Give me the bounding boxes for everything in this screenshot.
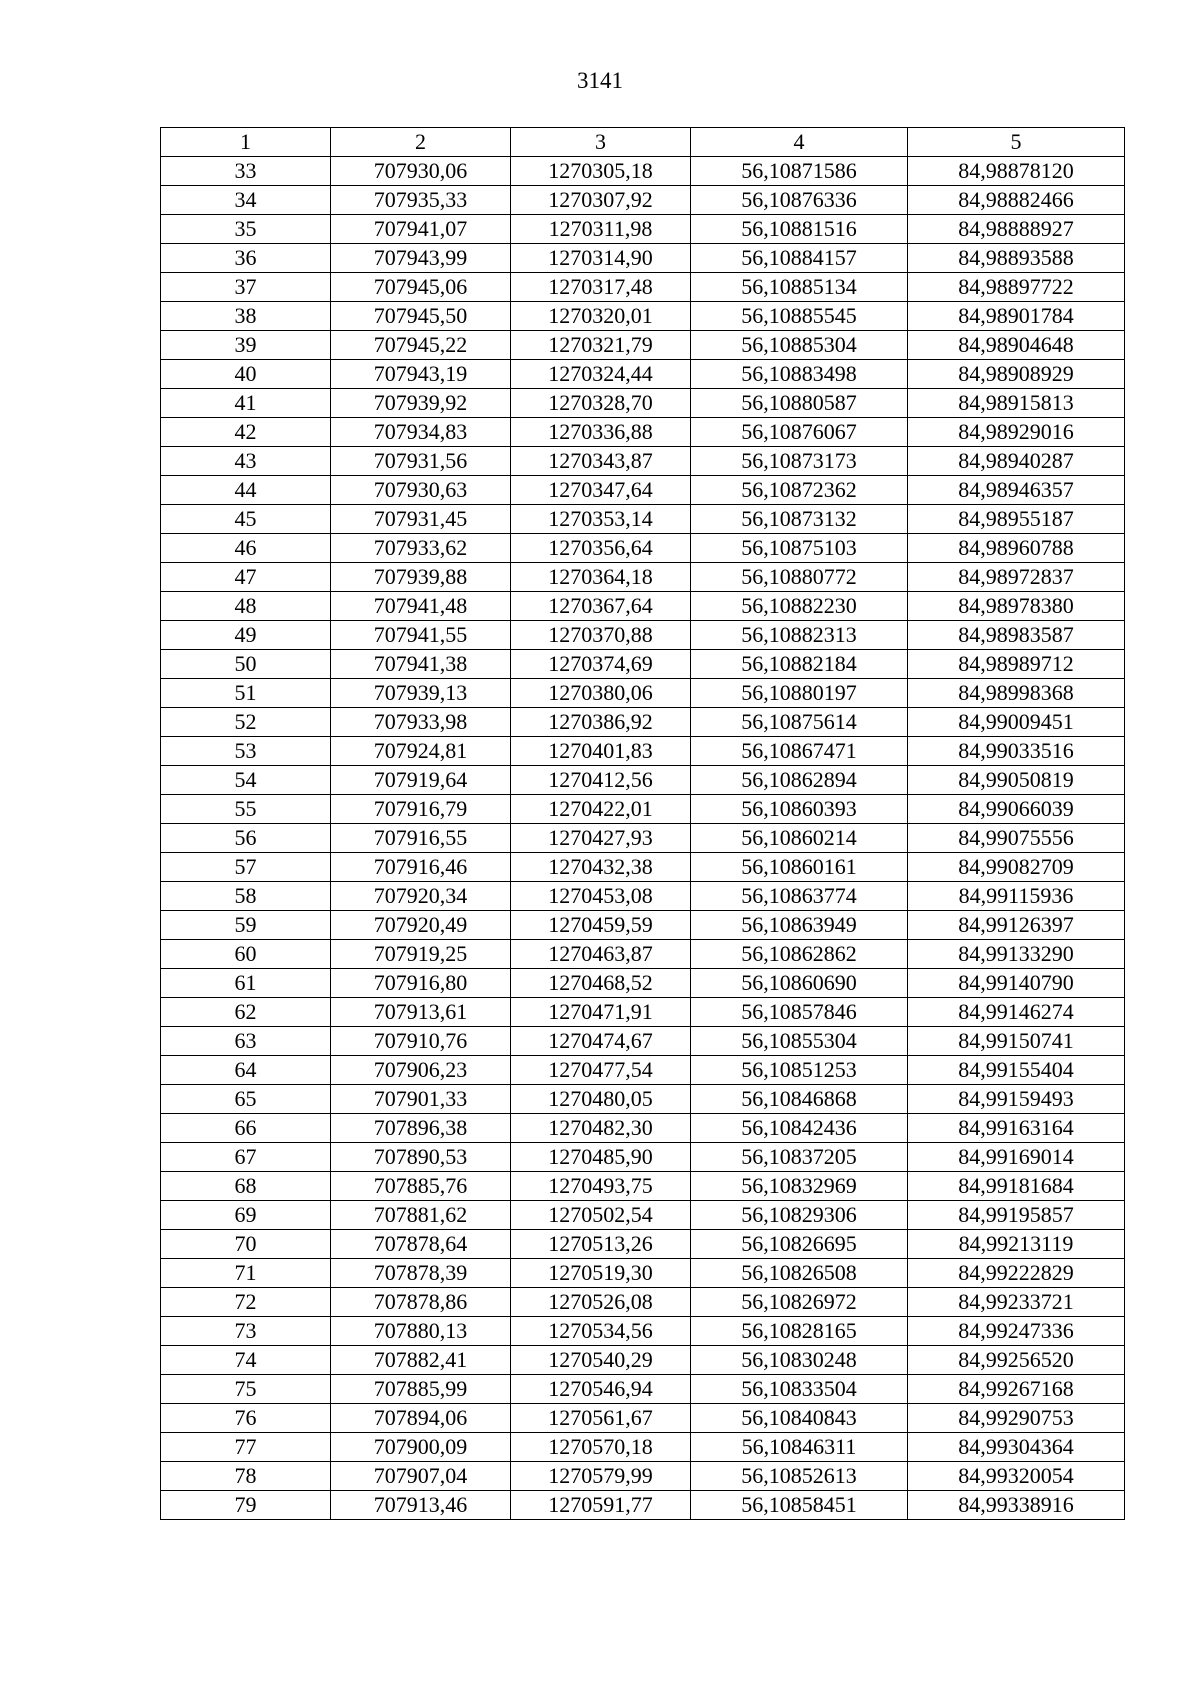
table-cell-col-2: 707924,81	[331, 737, 511, 766]
table-cell-col-1: 63	[161, 1027, 331, 1056]
table-cell-col-4: 56,10837205	[691, 1143, 908, 1172]
table-cell-col-1: 50	[161, 650, 331, 679]
table-cell-col-2: 707896,38	[331, 1114, 511, 1143]
table-cell-col-2: 707901,33	[331, 1085, 511, 1114]
table-cell-col-1: 58	[161, 882, 331, 911]
table-cell-col-5: 84,99082709	[908, 853, 1125, 882]
table-header	[161, 128, 1125, 157]
table-cell-col-5: 84,98929016	[908, 418, 1125, 447]
table-cell-col-1: 47	[161, 563, 331, 592]
table-body	[161, 157, 1125, 1520]
table-row	[161, 534, 1125, 563]
table-row	[161, 737, 1125, 766]
table-cell-col-5: 84,99290753	[908, 1404, 1125, 1433]
table-cell-col-3: 1270526,08	[511, 1288, 691, 1317]
table-cell-col-2: 707880,13	[331, 1317, 511, 1346]
table-cell-col-4: 56,10880587	[691, 389, 908, 418]
table-cell-col-3: 1270386,92	[511, 708, 691, 737]
table-cell-col-4: 56,10882184	[691, 650, 908, 679]
table-cell-col-4: 56,10860393	[691, 795, 908, 824]
table-cell-col-5: 84,98940287	[908, 447, 1125, 476]
table-cell-col-1: 66	[161, 1114, 331, 1143]
table-row	[161, 911, 1125, 940]
table-row	[161, 215, 1125, 244]
table-cell-col-4: 56,10826972	[691, 1288, 908, 1317]
table-cell-col-3: 1270336,88	[511, 418, 691, 447]
table-cell-col-2: 707878,39	[331, 1259, 511, 1288]
table-cell-col-4: 56,10872362	[691, 476, 908, 505]
table-row	[161, 505, 1125, 534]
table-row	[161, 1491, 1125, 1520]
table-cell-col-4: 56,10855304	[691, 1027, 908, 1056]
table-cell-col-3: 1270343,87	[511, 447, 691, 476]
table-row	[161, 389, 1125, 418]
table-cell-col-5: 84,99126397	[908, 911, 1125, 940]
table-cell-col-2: 707910,76	[331, 1027, 511, 1056]
table-cell-col-1: 62	[161, 998, 331, 1027]
table-cell-col-3: 1270305,18	[511, 157, 691, 186]
table-row	[161, 853, 1125, 882]
table-cell-col-2: 707913,61	[331, 998, 511, 1027]
table-cell-col-5: 84,98897722	[908, 273, 1125, 302]
table-row	[161, 476, 1125, 505]
table-cell-col-4: 56,10885304	[691, 331, 908, 360]
table-cell-col-4: 56,10862862	[691, 940, 908, 969]
table-cell-col-5: 84,99009451	[908, 708, 1125, 737]
table-cell-col-2: 707916,79	[331, 795, 511, 824]
table-cell-col-4: 56,10852613	[691, 1462, 908, 1491]
table-cell-col-1: 39	[161, 331, 331, 360]
table-cell-col-2: 707931,56	[331, 447, 511, 476]
table-row	[161, 1462, 1125, 1491]
table-cell-col-1: 69	[161, 1201, 331, 1230]
table-cell-col-3: 1270307,92	[511, 186, 691, 215]
table-cell-col-5: 84,99050819	[908, 766, 1125, 795]
table-cell-col-2: 707878,86	[331, 1288, 511, 1317]
table-row	[161, 418, 1125, 447]
table-cell-col-1: 54	[161, 766, 331, 795]
table-row	[161, 708, 1125, 737]
table-cell-col-2: 707916,46	[331, 853, 511, 882]
table-cell-col-2: 707945,22	[331, 331, 511, 360]
table-cell-col-1: 68	[161, 1172, 331, 1201]
table-row	[161, 157, 1125, 186]
table-cell-col-3: 1270471,91	[511, 998, 691, 1027]
table-cell-col-2: 707920,49	[331, 911, 511, 940]
table-cell-col-1: 42	[161, 418, 331, 447]
table-cell-col-3: 1270356,64	[511, 534, 691, 563]
table-cell-col-1: 35	[161, 215, 331, 244]
table-cell-col-3: 1270570,18	[511, 1433, 691, 1462]
table-cell-col-3: 1270321,79	[511, 331, 691, 360]
table-cell-col-2: 707885,76	[331, 1172, 511, 1201]
table-cell-col-2: 707913,46	[331, 1491, 511, 1520]
table-cell-col-2: 707933,98	[331, 708, 511, 737]
table-cell-col-3: 1270534,56	[511, 1317, 691, 1346]
table-row	[161, 1288, 1125, 1317]
table-cell-col-1: 55	[161, 795, 331, 824]
table-cell-col-1: 70	[161, 1230, 331, 1259]
table-cell-col-1: 46	[161, 534, 331, 563]
table-cell-col-1: 34	[161, 186, 331, 215]
page-number: 3141	[577, 68, 623, 93]
table-cell-col-3: 1270482,30	[511, 1114, 691, 1143]
table-cell-col-1: 36	[161, 244, 331, 273]
table-cell-col-1: 56	[161, 824, 331, 853]
table-row	[161, 998, 1125, 1027]
table-cell-col-4: 56,10880197	[691, 679, 908, 708]
table-cell-col-1: 51	[161, 679, 331, 708]
table-row	[161, 447, 1125, 476]
table-cell-col-2: 707919,64	[331, 766, 511, 795]
table-cell-col-5: 84,99066039	[908, 795, 1125, 824]
table-cell-col-4: 56,10860690	[691, 969, 908, 998]
table-row	[161, 563, 1125, 592]
table-cell-col-1: 60	[161, 940, 331, 969]
table-row	[161, 1027, 1125, 1056]
table-row	[161, 1085, 1125, 1114]
table-row	[161, 1056, 1125, 1085]
table-cell-col-2: 707907,04	[331, 1462, 511, 1491]
table-cell-col-3: 1270459,59	[511, 911, 691, 940]
table-cell-col-4: 56,10860214	[691, 824, 908, 853]
table-cell-col-3: 1270353,14	[511, 505, 691, 534]
table-cell-col-3: 1270591,77	[511, 1491, 691, 1520]
table-cell-col-4: 56,10871586	[691, 157, 908, 186]
table-cell-col-1: 44	[161, 476, 331, 505]
table-cell-col-4: 56,10829306	[691, 1201, 908, 1230]
table-cell-col-3: 1270502,54	[511, 1201, 691, 1230]
table-cell-col-5: 84,98893588	[908, 244, 1125, 273]
table-cell-col-3: 1270401,83	[511, 737, 691, 766]
table-cell-col-2: 707941,07	[331, 215, 511, 244]
table-cell-col-5: 84,98878120	[908, 157, 1125, 186]
table-cell-col-2: 707882,41	[331, 1346, 511, 1375]
table-row	[161, 1230, 1125, 1259]
table-row	[161, 766, 1125, 795]
table-cell-col-5: 84,98960788	[908, 534, 1125, 563]
table-cell-col-3: 1270474,67	[511, 1027, 691, 1056]
table-cell-col-1: 79	[161, 1491, 331, 1520]
table-cell-col-4: 56,10881516	[691, 215, 908, 244]
table-cell-col-3: 1270374,69	[511, 650, 691, 679]
table-cell-col-4: 56,10857846	[691, 998, 908, 1027]
table-row	[161, 1433, 1125, 1462]
table-cell-col-2: 707906,23	[331, 1056, 511, 1085]
table-cell-col-4: 56,10830248	[691, 1346, 908, 1375]
table-row	[161, 273, 1125, 302]
table-cell-col-1: 40	[161, 360, 331, 389]
table-cell-col-3: 1270485,90	[511, 1143, 691, 1172]
table-cell-col-2: 707941,48	[331, 592, 511, 621]
table-cell-col-5: 84,98882466	[908, 186, 1125, 215]
table-cell-col-5: 84,99181684	[908, 1172, 1125, 1201]
table-cell-col-5: 84,99033516	[908, 737, 1125, 766]
table-cell-col-2: 707941,55	[331, 621, 511, 650]
table-cell-col-4: 56,10873132	[691, 505, 908, 534]
table-cell-col-1: 33	[161, 157, 331, 186]
table-cell-col-3: 1270432,38	[511, 853, 691, 882]
table-cell-col-4: 56,10882230	[691, 592, 908, 621]
table-cell-col-5: 84,99233721	[908, 1288, 1125, 1317]
table-cell-col-5: 84,99140790	[908, 969, 1125, 998]
table-cell-col-3: 1270463,87	[511, 940, 691, 969]
table-cell-col-3: 1270513,26	[511, 1230, 691, 1259]
table-cell-col-5: 84,99247336	[908, 1317, 1125, 1346]
table-cell-col-4: 56,10880772	[691, 563, 908, 592]
table-cell-col-4: 56,10828165	[691, 1317, 908, 1346]
table-cell-col-1: 41	[161, 389, 331, 418]
table-cell-col-3: 1270477,54	[511, 1056, 691, 1085]
table-cell-col-5: 84,99133290	[908, 940, 1125, 969]
table-cell-col-3: 1270317,48	[511, 273, 691, 302]
table-row	[161, 1346, 1125, 1375]
table-cell-col-2: 707930,63	[331, 476, 511, 505]
table-cell-col-1: 64	[161, 1056, 331, 1085]
table-cell-col-1: 53	[161, 737, 331, 766]
table-row	[161, 1201, 1125, 1230]
table-cell-col-4: 56,10876336	[691, 186, 908, 215]
table-row	[161, 795, 1125, 824]
table-cell-col-3: 1270519,30	[511, 1259, 691, 1288]
table-cell-col-5: 84,99195857	[908, 1201, 1125, 1230]
table-row	[161, 1143, 1125, 1172]
table-cell-col-5: 84,98989712	[908, 650, 1125, 679]
table-cell-col-1: 71	[161, 1259, 331, 1288]
table-row	[161, 679, 1125, 708]
table-cell-col-4: 56,10867471	[691, 737, 908, 766]
table-cell-col-1: 61	[161, 969, 331, 998]
table-cell-col-5: 84,99150741	[908, 1027, 1125, 1056]
table-cell-col-5: 84,99163164	[908, 1114, 1125, 1143]
table-cell-col-2: 707878,64	[331, 1230, 511, 1259]
table-cell-col-2: 707939,13	[331, 679, 511, 708]
table-cell-col-3: 1270427,93	[511, 824, 691, 853]
table-cell-col-2: 707941,38	[331, 650, 511, 679]
table-cell-col-4: 56,10885545	[691, 302, 908, 331]
table-cell-col-4: 56,10851253	[691, 1056, 908, 1085]
table-cell-col-4: 56,10833504	[691, 1375, 908, 1404]
coordinates-table	[160, 127, 1125, 1520]
table-cell-col-3: 1270579,99	[511, 1462, 691, 1491]
table-row	[161, 186, 1125, 215]
table-row	[161, 592, 1125, 621]
table-cell-col-4: 56,10826508	[691, 1259, 908, 1288]
table-cell-col-1: 38	[161, 302, 331, 331]
table-cell-col-2: 707945,06	[331, 273, 511, 302]
table-cell-col-2: 707894,06	[331, 1404, 511, 1433]
table-row	[161, 1375, 1125, 1404]
table-cell-col-5: 84,98888927	[908, 215, 1125, 244]
table-cell-col-2: 707900,09	[331, 1433, 511, 1462]
table-cell-col-1: 72	[161, 1288, 331, 1317]
table-cell-col-5: 84,98915813	[908, 389, 1125, 418]
table-cell-col-5: 84,99075556	[908, 824, 1125, 853]
table-cell-col-5: 84,99169014	[908, 1143, 1125, 1172]
table-cell-col-2: 707934,83	[331, 418, 511, 447]
table-cell-col-4: 56,10846311	[691, 1433, 908, 1462]
table-cell-col-3: 1270347,64	[511, 476, 691, 505]
table-cell-col-4: 56,10873173	[691, 447, 908, 476]
table-row	[161, 969, 1125, 998]
table-row	[161, 1404, 1125, 1433]
table-cell-col-4: 56,10860161	[691, 853, 908, 882]
table-cell-col-1: 43	[161, 447, 331, 476]
table-cell-col-1: 49	[161, 621, 331, 650]
table-cell-col-5: 84,99304364	[908, 1433, 1125, 1462]
table-row	[161, 940, 1125, 969]
table-cell-col-4: 56,10875614	[691, 708, 908, 737]
table-cell-col-1: 74	[161, 1346, 331, 1375]
table-row	[161, 1114, 1125, 1143]
table-cell-col-5: 84,99115936	[908, 882, 1125, 911]
table-cell-col-2: 707939,88	[331, 563, 511, 592]
table-cell-col-5: 84,98904648	[908, 331, 1125, 360]
table-cell-col-2: 707881,62	[331, 1201, 511, 1230]
table-cell-col-5: 84,98901784	[908, 302, 1125, 331]
table-cell-col-3: 1270324,44	[511, 360, 691, 389]
table-cell-col-3: 1270370,88	[511, 621, 691, 650]
header-cell-col-3: 3	[511, 128, 691, 157]
table-cell-col-3: 1270311,98	[511, 215, 691, 244]
table-cell-col-2: 707945,50	[331, 302, 511, 331]
table-cell-col-2: 707919,25	[331, 940, 511, 969]
table-cell-col-2: 707933,62	[331, 534, 511, 563]
table-row	[161, 1259, 1125, 1288]
table-cell-col-1: 65	[161, 1085, 331, 1114]
table-cell-col-5: 84,98946357	[908, 476, 1125, 505]
table-cell-col-1: 52	[161, 708, 331, 737]
table-cell-col-3: 1270367,64	[511, 592, 691, 621]
table-cell-col-1: 75	[161, 1375, 331, 1404]
table-row	[161, 331, 1125, 360]
table-cell-col-2: 707916,80	[331, 969, 511, 998]
table-cell-col-3: 1270480,05	[511, 1085, 691, 1114]
table-cell-col-5: 84,98978380	[908, 592, 1125, 621]
table-cell-col-3: 1270380,06	[511, 679, 691, 708]
table-cell-col-4: 56,10862894	[691, 766, 908, 795]
table-cell-col-5: 84,98998368	[908, 679, 1125, 708]
table-cell-col-1: 59	[161, 911, 331, 940]
table-cell-col-5: 84,99159493	[908, 1085, 1125, 1114]
table-cell-col-4: 56,10858451	[691, 1491, 908, 1520]
table-cell-col-4: 56,10826695	[691, 1230, 908, 1259]
table-cell-col-1: 77	[161, 1433, 331, 1462]
table-row	[161, 1172, 1125, 1201]
table-cell-col-4: 56,10832969	[691, 1172, 908, 1201]
table-cell-col-3: 1270412,56	[511, 766, 691, 795]
table-cell-col-3: 1270493,75	[511, 1172, 691, 1201]
table-cell-col-3: 1270422,01	[511, 795, 691, 824]
table-cell-col-1: 48	[161, 592, 331, 621]
table-cell-col-4: 56,10885134	[691, 273, 908, 302]
table-row	[161, 360, 1125, 389]
table-cell-col-5: 84,98955187	[908, 505, 1125, 534]
table-cell-col-4: 56,10863949	[691, 911, 908, 940]
table-cell-col-4: 56,10883498	[691, 360, 908, 389]
table-cell-col-2: 707943,99	[331, 244, 511, 273]
table-cell-col-5: 84,98972837	[908, 563, 1125, 592]
table-cell-col-3: 1270328,70	[511, 389, 691, 418]
table-cell-col-4: 56,10884157	[691, 244, 908, 273]
header-cell-col-1: 1	[161, 128, 331, 157]
table-cell-col-3: 1270364,18	[511, 563, 691, 592]
table-cell-col-2: 707920,34	[331, 882, 511, 911]
table-row	[161, 824, 1125, 853]
table-cell-col-5: 84,99146274	[908, 998, 1125, 1027]
table-cell-col-5: 84,99256520	[908, 1346, 1125, 1375]
table-cell-col-3: 1270540,29	[511, 1346, 691, 1375]
table-row	[161, 1317, 1125, 1346]
table-cell-col-1: 45	[161, 505, 331, 534]
header-cell-col-4: 4	[691, 128, 908, 157]
table-cell-col-5: 84,99222829	[908, 1259, 1125, 1288]
table-cell-col-3: 1270320,01	[511, 302, 691, 331]
table-cell-col-5: 84,98908929	[908, 360, 1125, 389]
table-cell-col-5: 84,99320054	[908, 1462, 1125, 1491]
table-cell-col-4: 56,10863774	[691, 882, 908, 911]
table-cell-col-3: 1270468,52	[511, 969, 691, 998]
header-cell-col-5: 5	[908, 128, 1125, 157]
table-cell-col-1: 57	[161, 853, 331, 882]
table-cell-col-3: 1270561,67	[511, 1404, 691, 1433]
table-cell-col-2: 707943,19	[331, 360, 511, 389]
table-cell-col-1: 76	[161, 1404, 331, 1433]
table-cell-col-2: 707885,99	[331, 1375, 511, 1404]
table-row	[161, 882, 1125, 911]
table-cell-col-4: 56,10842436	[691, 1114, 908, 1143]
table-cell-col-1: 73	[161, 1317, 331, 1346]
table-cell-col-5: 84,99213119	[908, 1230, 1125, 1259]
table-cell-col-2: 707890,53	[331, 1143, 511, 1172]
table-cell-col-3: 1270314,90	[511, 244, 691, 273]
table-cell-col-1: 78	[161, 1462, 331, 1491]
table-cell-col-5: 84,99338916	[908, 1491, 1125, 1520]
table-row	[161, 302, 1125, 331]
table-row	[161, 621, 1125, 650]
table-cell-col-1: 67	[161, 1143, 331, 1172]
table-cell-col-2: 707930,06	[331, 157, 511, 186]
table-cell-col-1: 37	[161, 273, 331, 302]
table-cell-col-3: 1270546,94	[511, 1375, 691, 1404]
table-row	[161, 244, 1125, 273]
table-cell-col-2: 707931,45	[331, 505, 511, 534]
table-cell-col-4: 56,10840843	[691, 1404, 908, 1433]
table-cell-col-5: 84,99155404	[908, 1056, 1125, 1085]
table-cell-col-2: 707939,92	[331, 389, 511, 418]
table-cell-col-4: 56,10875103	[691, 534, 908, 563]
table-cell-col-4: 56,10876067	[691, 418, 908, 447]
table-cell-col-4: 56,10882313	[691, 621, 908, 650]
header-row	[161, 128, 1125, 157]
header-cell-col-2: 2	[331, 128, 511, 157]
table-cell-col-2: 707935,33	[331, 186, 511, 215]
table-cell-col-2: 707916,55	[331, 824, 511, 853]
table-cell-col-3: 1270453,08	[511, 882, 691, 911]
table-row	[161, 650, 1125, 679]
table-cell-col-4: 56,10846868	[691, 1085, 908, 1114]
table-cell-col-5: 84,98983587	[908, 621, 1125, 650]
table-cell-col-5: 84,99267168	[908, 1375, 1125, 1404]
